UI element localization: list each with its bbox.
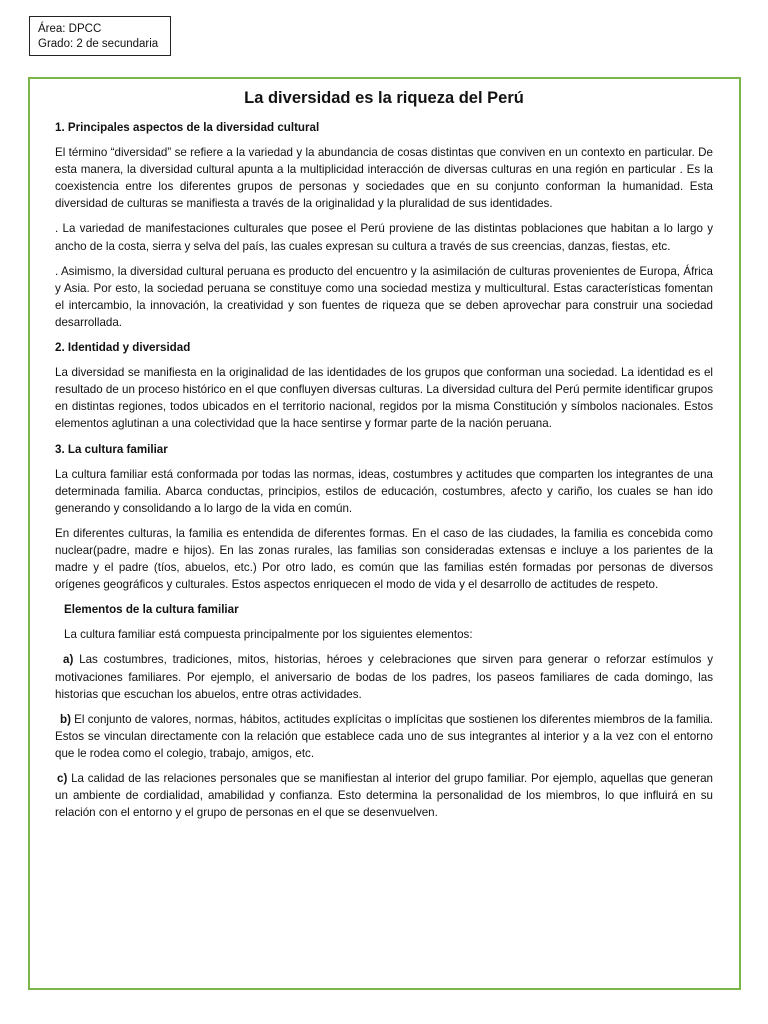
section-2-paragraph-1: La diversidad se manifiesta en la originalidad de las identidades de los grupos que conforman una sociedad. La identidad es el resultado de un proceso histórico en el que confluyen diversas culturas. La diversidad cultura del Perú permite identificar grupos en distintas regiones, todos ubicados en el territorio nacional, regidos por la misma Constitución y símbolos nacionales. Estos elementos aglutinan a una colectividad que la hace sentirse y formar parte de la nación peruana. [55, 366, 713, 431]
document-body [55, 86, 713, 829]
section-1-paragraph-2: . La variedad de manifestaciones culturales que posee el Perú proviene de las distintas poblaciones que habitan a lo largo y ancho de la costa, sierra y selva del país, las cuales expresan su cultura a través de sus creencias, danzas, fiestas, etc. [55, 222, 713, 253]
section-1-heading: 1. Principales aspectos de la diversidad cultural [55, 121, 320, 134]
list-item [55, 711, 713, 762]
grade-label: Grado: 2 de secundaria [38, 38, 159, 50]
list-item-marker: c) [57, 772, 68, 785]
area-label: Área: DPCC [38, 23, 102, 35]
section-3-paragraph-2: En diferentes culturas, la familia es entendida de diferentes formas. En el caso de las ciudades, la familia es concebida como nuclear(padre, madre e hijos). En las zonas rurales, las familias son consideradas extensas e incluye a los parientes de la madre y el padre (tíos, abuelos, etc.) Por otro lado, es común que las familias estén formadas por personas de diversos orígenes geográficos y culturales. Estos aspectos enriquecen el modo de vida y el desarrollo de actitudes de respeto. [55, 526, 713, 592]
list-item-marker: b) [60, 712, 71, 726]
document-title: La diversidad es la riqueza del Perú [244, 89, 524, 107]
list-item-marker: a) [63, 653, 74, 667]
section-2-heading: 2. Identidad y diversidad [55, 341, 191, 355]
section-1-paragraph-1: El término “diversidad” se refiere a la variedad y la abundancia de cosas distintas que conviven en un contexto en particular. De esta manera, la diversidad cultural apunta a la multiplicidad interacción de diversas culturas en una región en particular . Es la coexistencia entre los diferentes grupos de personas y sociedades que en su conjunto conforman la humanidad. Esta diversidad de culturas se manifiesta a través de la originalidad y la pluralidad de sus identidades. [55, 146, 713, 211]
header-info-box [29, 16, 171, 56]
section-3-heading: 3. La cultura familiar [55, 442, 168, 456]
list-item-text: El conjunto de valores, normas, hábitos, actitudes explícitas o implícitas que sostienen los diferentes miembros de la familia. Estos se vinculan directamente con la relación que establece cada uno de sus integrantes al interior y a la vez con el entorno que le rodea como el colegio, trabajo, amigos, etc. [55, 712, 713, 760]
section-1-paragraph-3: . Asimismo, la diversidad cultural peruana es producto del encuentro y la asimilación de culturas provenientes de Europa, África y Asia. Por esto, la sociedad peruana se constituye como una sociedad mestiza y multicultural. Estas características fomentan el intercambio, la innovación, la creatividad y son fuentes de riqueza que se deben aprovechar para construir una sociedad desarrollada. [55, 264, 713, 329]
list-item [55, 770, 713, 821]
list-item-text: Las costumbres, tradiciones, mitos, historias, héroes y celebraciones que sirven para generar o reforzar estímulos y motivaciones familiares. Por ejemplo, el aniversario de bodas de los padres, los paseos familiares de cada domingo, las historias que escuchan los abuelos, entre otras actividades. [55, 653, 713, 701]
section-3-paragraph-1: La cultura familiar está conformada por todas las normas, ideas, costumbres y actitudes que comparten los integrantes de una determinada familia. Abarca conductas, principios, estilos de educación, costumbres, afecto y cariño, los cuales se han ido generando y consolidando a lo largo de la vida en común. [55, 467, 713, 515]
list-item [55, 651, 713, 702]
list-item-text: La calidad de las relaciones personales que se manifiestan al interior del grupo familiar. Por ejemplo, aquellas que generan un ambiente de cordialidad, amabilidad y confianza. Esto determina la personalidad de los miembros, lo que influirá en su relación con el entorno y el grupo de personas en el que se desenvuelven. [55, 772, 713, 820]
section-3-intro: La cultura familiar está compuesta principalmente por los siguientes elementos: [64, 628, 473, 642]
section-3-subheading: Elementos de la cultura familiar [64, 603, 239, 617]
